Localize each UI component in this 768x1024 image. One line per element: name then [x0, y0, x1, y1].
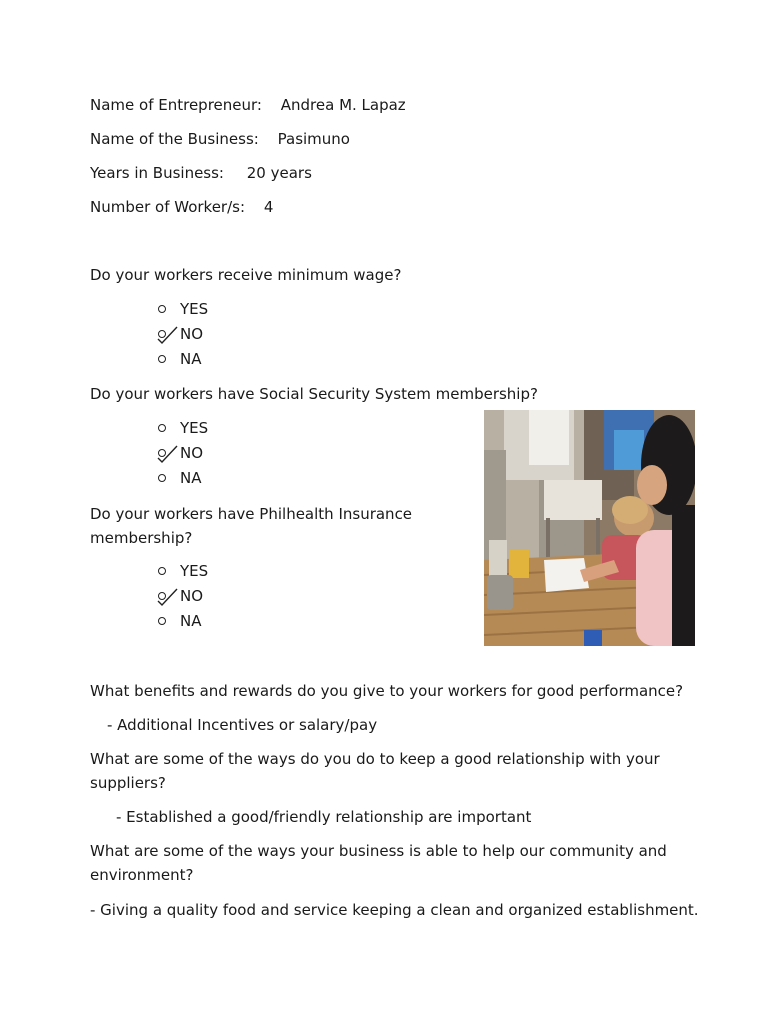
radio-bullet-icon: [158, 305, 166, 313]
business-photo: [484, 410, 695, 646]
years-label: Years in Business:: [90, 164, 224, 182]
question-suppliers-line2: suppliers?: [90, 774, 166, 792]
workers-value: 4: [263, 198, 274, 216]
business-value: Pasimuno: [277, 130, 350, 148]
option-yes[interactable]: YES: [158, 297, 208, 321]
entrepreneur-value: Andrea M. Lapaz: [280, 96, 406, 114]
radio-bullet-icon: [158, 617, 166, 625]
option-na[interactable]: NA: [158, 347, 201, 371]
option-yes[interactable]: YES: [158, 559, 208, 583]
answer-community: - Giving a quality food and service keeping a clean and organized establishment.: [90, 901, 699, 919]
business-label: Name of the Business:: [90, 130, 259, 148]
workers-label: Number of Worker/s:: [90, 198, 246, 216]
question-benefits: What benefits and rewards do you give to your workers for good performance?: [90, 682, 684, 700]
radio-bullet-icon: [158, 567, 166, 575]
checkmark-icon: [155, 442, 179, 464]
option-no-selected[interactable]: NO: [158, 322, 203, 346]
photo-illustration: [484, 410, 695, 646]
question-sss-membership: Do your workers have Social Security System membership?: [90, 385, 538, 403]
option-na[interactable]: NA: [158, 466, 201, 490]
radio-bullet-icon: [158, 474, 166, 482]
answer-suppliers: - Established a good/friendly relationship are important: [116, 808, 532, 826]
question-community-line1: What are some of the ways your business is able to help our community and: [90, 842, 667, 860]
checkmark-icon: [155, 323, 179, 345]
question-minimum-wage: Do your workers receive minimum wage?: [90, 266, 402, 284]
radio-bullet-icon: [158, 424, 166, 432]
entrepreneur-label: Name of Entrepreneur:: [90, 96, 262, 114]
radio-bullet-icon: [158, 355, 166, 363]
question-community-line2: environment?: [90, 866, 194, 884]
entrepreneur-row: [90, 93, 406, 117]
answer-benefits: - Additional Incentives or salary/pay: [107, 716, 378, 734]
checkmark-icon: [155, 585, 179, 607]
question-suppliers-line1: What are some of the ways do you do to keep a good relationship with your: [90, 750, 660, 768]
years-row: [90, 161, 312, 185]
option-yes[interactable]: YES: [158, 416, 208, 440]
question-philhealth-line1: Do your workers have Philhealth Insurance: [90, 505, 413, 523]
option-no-selected[interactable]: NO: [158, 441, 203, 465]
workers-row: [90, 195, 273, 219]
question-philhealth-line2: membership?: [90, 529, 193, 547]
option-no-selected[interactable]: NO: [158, 584, 203, 608]
option-na[interactable]: NA: [158, 609, 201, 633]
years-value: 20 years: [246, 164, 312, 182]
business-row: [90, 127, 350, 151]
